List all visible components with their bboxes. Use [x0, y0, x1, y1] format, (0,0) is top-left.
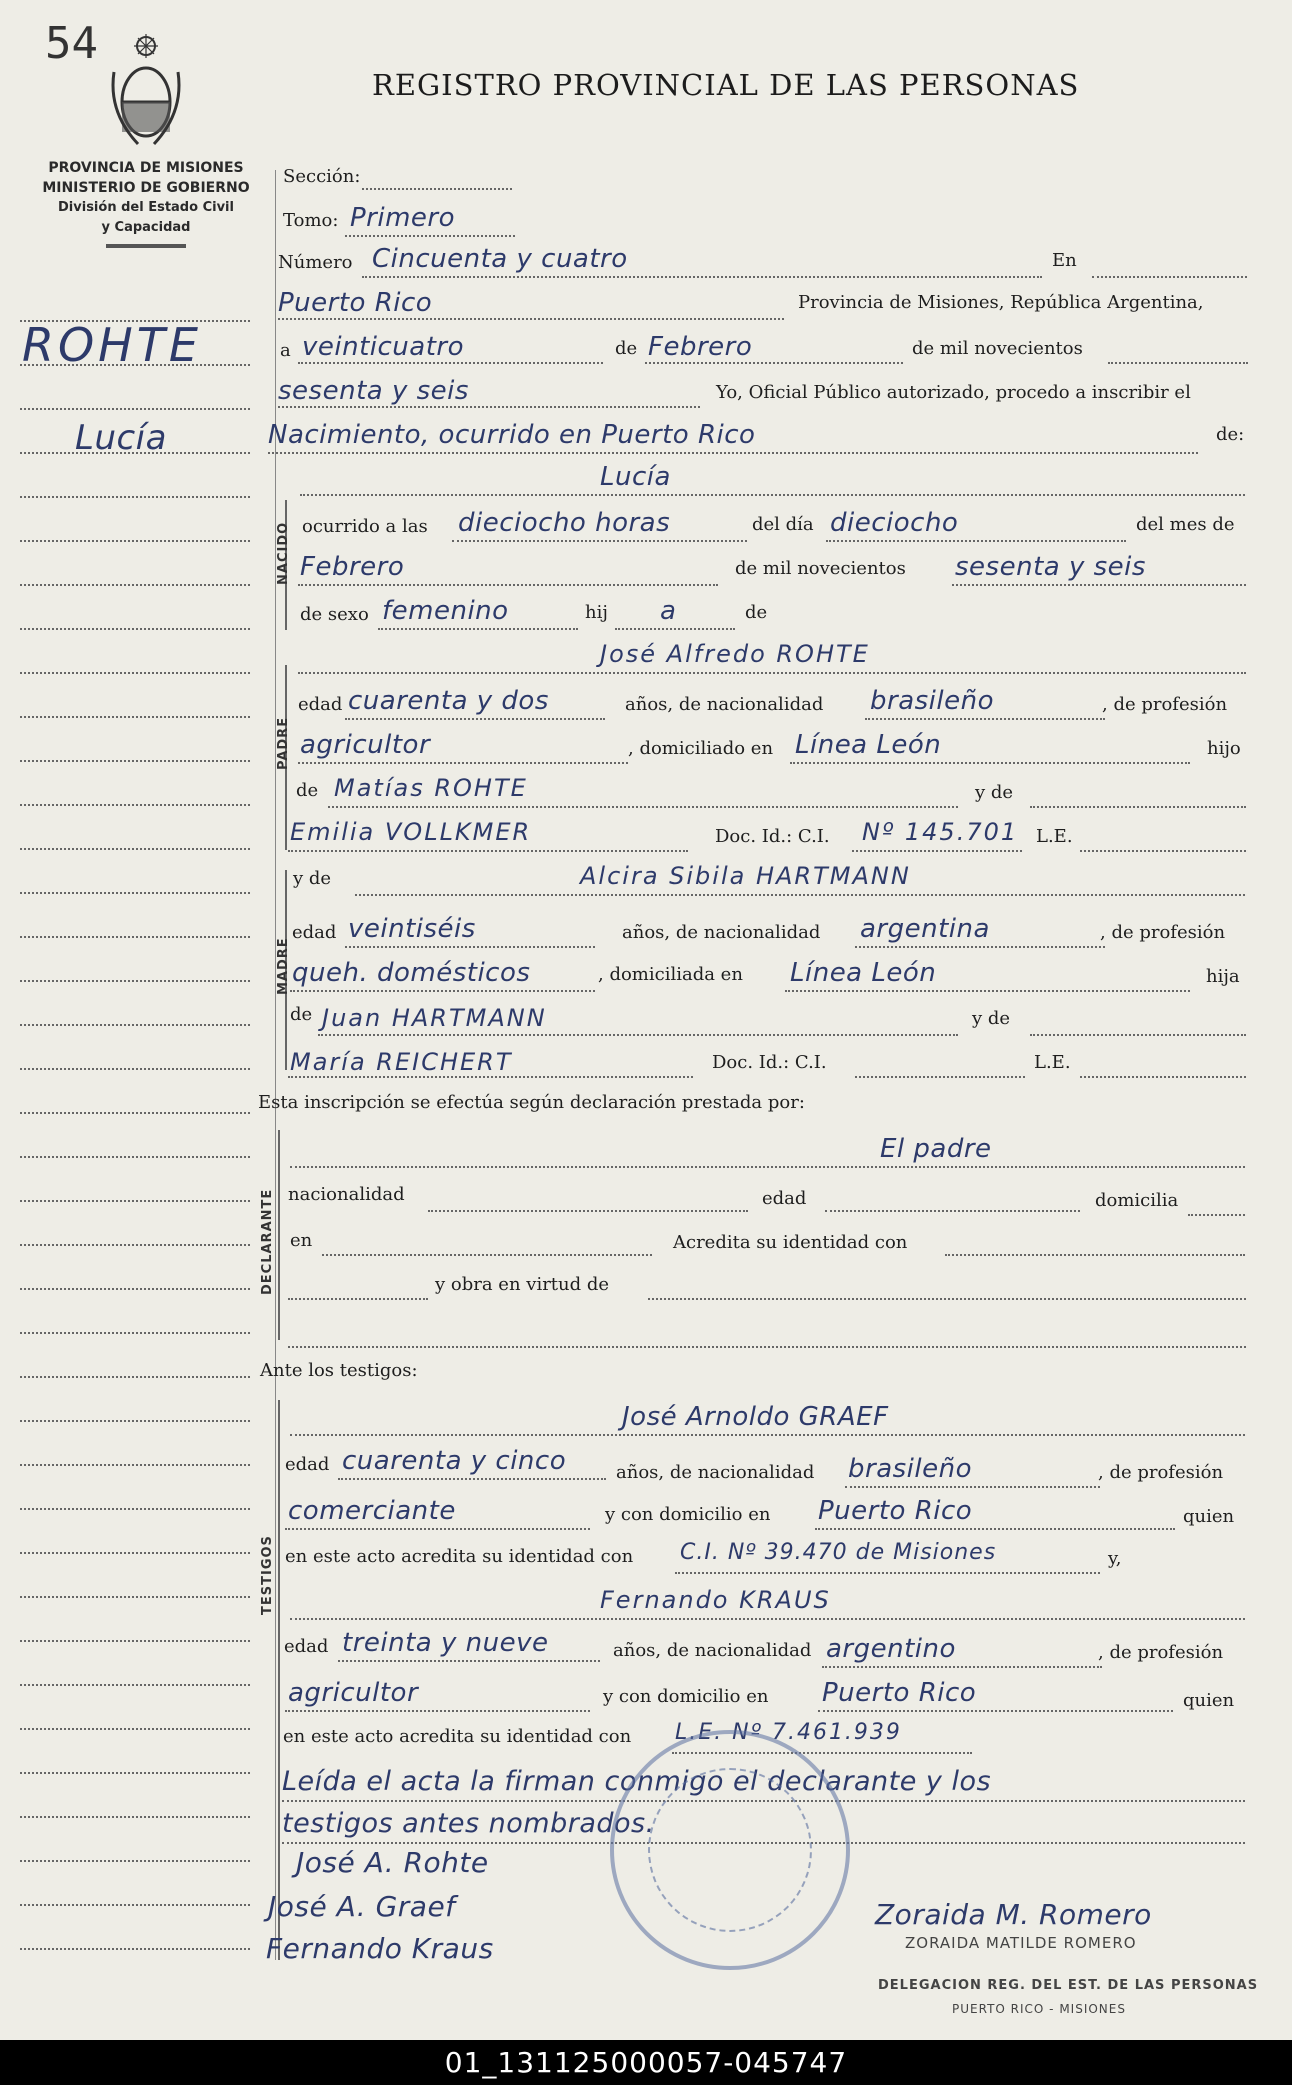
padre-de-label: de	[296, 780, 319, 801]
org-division: División del Estado Civil	[58, 200, 234, 215]
madre-mother: María REICHERT	[290, 1048, 513, 1076]
padre-le-label: L.E.	[1036, 826, 1073, 847]
t2-acredita-label: en este acto acredita su identidad con	[283, 1726, 632, 1747]
margin-line	[20, 1156, 250, 1158]
madre-dom: Línea León	[790, 958, 937, 988]
day-value: veinticuatro	[302, 332, 464, 362]
margin-line	[20, 1816, 250, 1818]
provincia-label: Provincia de Misiones, República Argentina,	[798, 292, 1204, 313]
tomo-value: Primero	[350, 203, 456, 233]
de2-label: de:	[1216, 424, 1245, 445]
nacido-hours: dieciocho horas	[458, 508, 671, 538]
hij-value: a	[660, 596, 677, 626]
margin-line	[20, 1068, 250, 1070]
issuing-organization	[30, 158, 262, 248]
declarante-value: El padre	[880, 1134, 992, 1164]
madre-name: Alcira Sibila HARTMANN	[580, 862, 911, 890]
margin-line	[20, 804, 250, 806]
padre-dom-label: , domiciliado en	[628, 738, 774, 759]
madre-edad: veintiséis	[348, 914, 476, 944]
padre-anos-label: años, de nacionalidad	[625, 694, 824, 715]
nacido-de-label: de	[745, 602, 768, 623]
nacido-mil-label: de mil novecientos	[735, 558, 906, 579]
hijo-label: hijo	[1207, 738, 1241, 759]
padre-yde-label: y de	[975, 782, 1014, 803]
margin-line	[20, 672, 250, 674]
t1-acredita-label: en este acto acredita su identidad con	[285, 1546, 634, 1567]
margin-line	[20, 1948, 250, 1950]
margin-line	[20, 1332, 250, 1334]
margin-line	[20, 760, 250, 762]
nacido-name: Lucía	[600, 462, 671, 492]
signature-witness-1: José A. Graef	[268, 1890, 456, 1923]
t1-quien-label: quien	[1183, 1506, 1235, 1527]
closing-line-1: Leída el acta la firman conmigo el declarante y los	[282, 1766, 992, 1797]
nacido-day: dieciocho	[830, 508, 959, 538]
nacido-year: sesenta y seis	[955, 552, 1146, 582]
page-number: 54	[45, 18, 98, 69]
t2-dom-label: y con domicilio en	[603, 1686, 769, 1707]
testigo1-dom: Puerto Rico	[818, 1496, 973, 1526]
year-value: sesenta y seis	[278, 376, 469, 406]
madre-yde2-label: y de	[972, 1008, 1011, 1029]
margin-line	[20, 496, 250, 498]
margin-line	[20, 848, 250, 850]
closing-line-2: testigos antes nombrados.	[282, 1808, 655, 1839]
signature-witness-2: Fernando Kraus	[266, 1932, 494, 1965]
seccion-label: Sección:	[283, 166, 361, 187]
declarante-obra-label: y obra en virtud de	[435, 1274, 610, 1295]
padre-doc: Nº 145.701	[862, 818, 1019, 846]
margin-line	[20, 1024, 250, 1026]
section-nacido: NACIDO	[276, 521, 291, 585]
signature-official: Zoraida M. Romero	[875, 1898, 1152, 1931]
madre-dom-label: , domiciliada en	[598, 964, 743, 985]
margin-line	[20, 408, 250, 410]
margin-line	[20, 1860, 250, 1862]
a-label: a	[280, 340, 291, 361]
madre-edad-label: edad	[292, 922, 337, 943]
padre-doc-label: Doc. Id.: C.I.	[715, 826, 830, 847]
margin-line	[20, 1728, 250, 1730]
padre-nac: brasileño	[870, 686, 995, 716]
coat-of-arms-icon	[108, 32, 184, 150]
t2-quien-label: quien	[1183, 1690, 1235, 1711]
padre-edad-label: edad	[298, 694, 343, 715]
padre-name: José Alfredo ROHTE	[600, 640, 870, 668]
madre-nac: argentina	[860, 914, 990, 944]
t2-anos-label: años, de nacionalidad	[613, 1640, 812, 1661]
declaracion-label: Esta inscripción se efectúa según declaración prestada por:	[258, 1092, 805, 1113]
official-place: PUERTO RICO - MISIONES	[952, 2002, 1126, 2016]
margin-line	[20, 1640, 250, 1642]
testigo1-nac: brasileño	[848, 1454, 973, 1484]
margin-line	[20, 936, 250, 938]
declarante-acredita-label: Acredita su identidad con	[673, 1232, 908, 1253]
yo-label: Yo, Oficial Público autorizado, procedo a inscribir el	[716, 382, 1191, 403]
madre-yde-label: y de	[293, 868, 332, 889]
margin-line	[20, 1904, 250, 1906]
madre-father: Juan HARTMANN	[322, 1004, 547, 1032]
padre-mother: Emilia VOLLKMER	[290, 818, 532, 846]
padre-dom: Línea León	[795, 730, 942, 760]
testigo2-nac: argentino	[826, 1634, 956, 1664]
padre-prof: agricultor	[300, 730, 431, 760]
margin-line	[20, 1288, 250, 1290]
testigo2-name: Fernando KRAUS	[600, 1586, 831, 1614]
sexo-label: de sexo	[300, 604, 369, 625]
official-office: DELEGACION REG. DEL EST. DE LAS PERSONAS	[878, 1978, 1259, 1993]
nacido-month: Febrero	[300, 552, 405, 582]
ocurrido-label: ocurrido a las	[302, 516, 428, 537]
t1-anos-label: años, de nacionalidad	[616, 1462, 815, 1483]
testigo1-edad: cuarenta y cinco	[342, 1446, 567, 1476]
margin-surname: ROHTE	[22, 318, 202, 372]
declarante-edad-label: edad	[762, 1188, 807, 1209]
org-province: PROVINCIA DE MISIONES	[48, 160, 244, 176]
padre-edad: cuarenta y dos	[348, 686, 549, 716]
madre-prof: queh. domésticos	[292, 958, 531, 988]
testigo2-dom: Puerto Rico	[822, 1678, 977, 1708]
testigos-label: Ante los testigos:	[260, 1360, 418, 1381]
tomo-label: Tomo:	[283, 210, 339, 231]
section-testigos: TESTIGOS	[260, 1535, 275, 1615]
testigo2-doc: L.E. Nº 7.461.939	[675, 1720, 902, 1745]
signature-declarante: José A. Rohte	[296, 1846, 489, 1879]
numero-value: Cincuenta y cuatro	[372, 244, 628, 274]
document-title: REGISTRO PROVINCIAL DE LAS PERSONAS	[372, 68, 1080, 102]
margin-line	[20, 1508, 250, 1510]
act-value: Nacimiento, ocurrido en Puerto Rico	[268, 420, 756, 450]
hija-label: hija	[1206, 966, 1240, 987]
madre-anos-label: años, de nacionalidad	[622, 922, 821, 943]
testigo2-prof: agricultor	[288, 1678, 419, 1708]
madre-doc-label: Doc. Id.: C.I.	[712, 1052, 827, 1073]
section-madre: MADRE	[276, 937, 291, 995]
margin-line	[20, 1376, 250, 1378]
registry-seal-inner	[648, 1768, 812, 1932]
margin-line	[20, 540, 250, 542]
madre-de-label: de	[290, 1004, 313, 1025]
margin-line	[20, 1244, 250, 1246]
deldia-label: del día	[752, 514, 814, 535]
t1-prof-label: , de profesión	[1098, 1462, 1224, 1483]
org-division-2: y Capacidad	[101, 220, 191, 235]
official-name: ZORAIDA MATILDE ROMERO	[905, 1934, 1137, 1952]
mil-label: de mil novecientos	[912, 338, 1083, 359]
testigo2-edad: treinta y nueve	[342, 1628, 549, 1658]
margin-line	[20, 1200, 250, 1202]
testigo1-doc: C.I. Nº 39.470 de Misiones	[680, 1540, 997, 1565]
margin-line	[20, 716, 250, 718]
margin-line	[20, 628, 250, 630]
place-value: Puerto Rico	[278, 288, 433, 318]
padre-prof-label: , de profesión	[1102, 694, 1228, 715]
margin-line	[20, 1464, 250, 1466]
margin-line	[20, 584, 250, 586]
margin-given-name: Lucía	[75, 418, 167, 458]
madre-prof-label: , de profesión	[1100, 922, 1226, 943]
padre-father: Matías ROHTE	[334, 774, 528, 802]
testigo1-prof: comerciante	[288, 1496, 456, 1526]
de-label: de	[615, 338, 638, 359]
t1-edad-label: edad	[285, 1454, 330, 1475]
section-padre: PADRE	[276, 716, 291, 770]
section-declarante: DECLARANTE	[260, 1188, 275, 1295]
margin-line	[20, 892, 250, 894]
margin-line	[20, 1772, 250, 1774]
margin-line	[20, 1552, 250, 1554]
margin-line	[20, 980, 250, 982]
numero-label: Número	[278, 252, 353, 273]
madre-le-label: L.E.	[1034, 1052, 1071, 1073]
en-label: En	[1052, 250, 1077, 271]
declarante-en-label: en	[290, 1230, 313, 1251]
margin-line	[20, 1596, 250, 1598]
margin-line	[20, 1112, 250, 1114]
t2-edad-label: edad	[284, 1636, 329, 1657]
delmes-label: del mes de	[1136, 514, 1235, 535]
t2-prof-label: , de profesión	[1098, 1642, 1224, 1663]
testigo1-name: José Arnoldo GRAEF	[622, 1402, 889, 1432]
hij-label: hij	[585, 602, 608, 623]
margin-line	[20, 1420, 250, 1422]
sexo-value: femenino	[382, 596, 509, 626]
t1-dom-label: y con domicilio en	[605, 1504, 771, 1525]
org-ministry: MINISTERIO DE GOBIERNO	[42, 180, 250, 196]
month-value: Febrero	[648, 332, 753, 362]
t1-y-label: y,	[1108, 1548, 1122, 1569]
domicilia-label: domicilia	[1095, 1190, 1179, 1211]
declarante-nac-label: nacionalidad	[288, 1184, 405, 1205]
margin-line	[20, 1684, 250, 1686]
file-id-footer: 01_131125000057-045747	[0, 2040, 1292, 2085]
